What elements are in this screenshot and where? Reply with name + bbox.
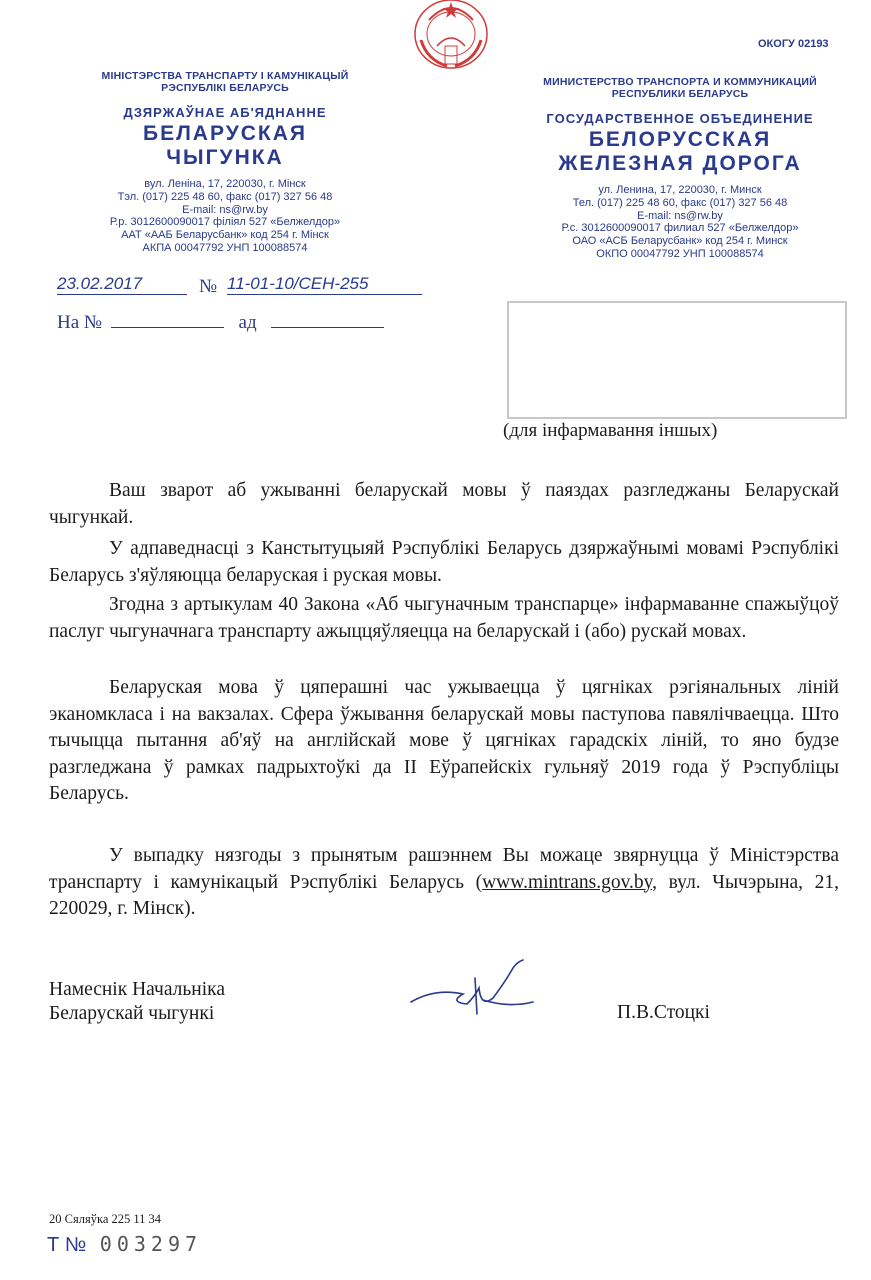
paragraph-text: Згодна з артыкулам 40 Закона «Аб чыгуначным транспарце» інфармаванне спажыўцоў паслуг чыгуначнага транспарту ажыццяўляецца на беларускай і (або) рускай мовах.: [49, 594, 839, 642]
reply-from-label: ад: [238, 312, 257, 333]
contact-line: E-mail: ns@rw.by: [182, 203, 268, 216]
contact-line: Р.р. 3012600090017 філіял 527 «Белжелдор»: [109, 216, 341, 229]
body-paragraph-2: [49, 536, 839, 589]
org-name-line-2: ЖЕЛЕЗНАЯ ДОРОГА: [558, 152, 802, 175]
contact-line: E-mail: ns@rw.by: [637, 209, 723, 222]
body-paragraph-3: [49, 592, 839, 645]
contact-line: Тел. (017) 225 48 60, факс (017) 327 56 48: [572, 196, 788, 209]
contact-line: АКПА 00047792 УНП 100088574: [142, 241, 308, 254]
contact-line: Р.с. 3012600090017 филиал 527 «Белжелдор»: [561, 222, 799, 235]
org-name-line-2: ЧЫГУНКА: [166, 146, 284, 169]
body-paragraph-4: [49, 675, 839, 808]
state-emblem: [407, 0, 495, 74]
reply-date-blank: [271, 327, 384, 328]
handwritten-signature: [405, 958, 545, 1020]
serial-value: 003297: [99, 1232, 203, 1256]
org-name-line-1: БЕЛОРУССКАЯ: [588, 128, 772, 151]
ministry-line-2: РЕСПУБЛИКИ БЕЛАРУСЬ: [611, 88, 749, 100]
serial-label: Т №: [47, 1234, 87, 1256]
registration-number-label: №: [199, 276, 218, 297]
appeal-text: У выпадку нязгоды з прынятым рашэннем Вы можаце звярнуцца ў Міністэрства транспарту і камунікацый Рэспублікі Беларусь (: [49, 845, 839, 893]
ministry-line-1: МІНІСТЭРСТВА ТРАНСПАРТУ І КАМУНІКАЦЫЙ: [101, 70, 349, 82]
org-name-line-1: БЕЛАРУСКАЯ: [142, 122, 308, 145]
appeal-address: , вул. Чычэрына, 21, 220029, г. Мінск).: [49, 871, 839, 919]
reply-reference-line: [57, 312, 384, 334]
position-line-2: Беларускай чыгункі: [49, 1003, 215, 1024]
contact-line: вул. Леніна, 17, 220030, г. Мінск: [144, 178, 306, 190]
signatory-position: [49, 978, 225, 1026]
executor-info: 20 Сяляўка 225 11 34: [49, 1212, 162, 1226]
registration-date: 23.02.2017: [57, 274, 187, 295]
reply-label: На №: [57, 312, 103, 333]
serial-number: [47, 1232, 202, 1257]
okogu-code: ОКОГУ 02193: [758, 38, 829, 50]
letterhead-belarusian: [55, 70, 395, 255]
contact-block: [510, 184, 850, 261]
registration-line: [57, 274, 437, 298]
ministry-line-2: РЭСПУБЛІКІ БЕЛАРУСЬ: [161, 82, 289, 94]
body-paragraph-5: [49, 843, 839, 923]
paragraph-text: Беларуская мова ў цяперашні час ужываецца ў цягніках рэгіянальных ліній эканомкласа і на вакзалах. Сфера ўжывання беларускай мовы паступова павялічваецца. Што тычыцца пытання аб'яў на англійскай мове ў цягніках гарадскіх ліній, то яно будзе разгледжана ў рамках падрыхтоўкі да ІІ Еўрапейскіх гульняў 2019 года ў Рэспубліцы Беларусь.: [49, 677, 839, 804]
contact-block: [55, 178, 395, 255]
ministry-line-1: МИНИСТЕРСТВО ТРАНСПОРТА И КОММУНИКАЦИЙ: [543, 76, 817, 88]
contact-line: ОАО «АСБ Беларусбанк» код 254 г. Минск: [572, 235, 788, 248]
position-line-1: Намеснік Начальніка: [49, 979, 225, 1000]
reply-number-blank: [111, 327, 224, 328]
signatory-name: П.В.Стоцкі: [617, 1002, 710, 1023]
paragraph-text: У адпаведнасці з Канстытуцыяй Рэспублікі Беларусь дзяржаўнымі мовамі Рэспублікі Беларусь з'яўляюцца беларуская і руская мовы.: [49, 538, 839, 586]
org-type: ДЗЯРЖАЎНАЕ АБ'ЯДНАННЕ: [123, 105, 327, 120]
body-paragraph-1: [49, 478, 839, 531]
mintrans-link[interactable]: www.mintrans.gov.by: [482, 871, 653, 893]
redacted-recipient-box: [507, 301, 847, 419]
contact-line: ул. Ленина, 17, 220030, г. Минск: [598, 184, 762, 196]
contact-line: ОКПО 00047792 УНП 100088574: [596, 247, 764, 260]
recipient-note: (для інфармавання іншых): [503, 420, 718, 441]
org-type: ГОСУДАРСТВЕННОЕ ОБЪЕДИНЕНИЕ: [546, 111, 814, 126]
contact-line: Тэл. (017) 225 48 60, факс (017) 327 56 48: [117, 190, 333, 203]
letterhead-russian: [510, 76, 850, 261]
contact-line: ААТ «ААБ Беларусбанк» код 254 г. Мінск: [121, 229, 329, 242]
registration-number: 11-01-10/СЕН-255: [227, 274, 422, 295]
paragraph-text: Ваш зварот аб ужыванні беларускай мовы ў паяздах разгледжаны Беларускай чыгункай.: [49, 480, 839, 528]
